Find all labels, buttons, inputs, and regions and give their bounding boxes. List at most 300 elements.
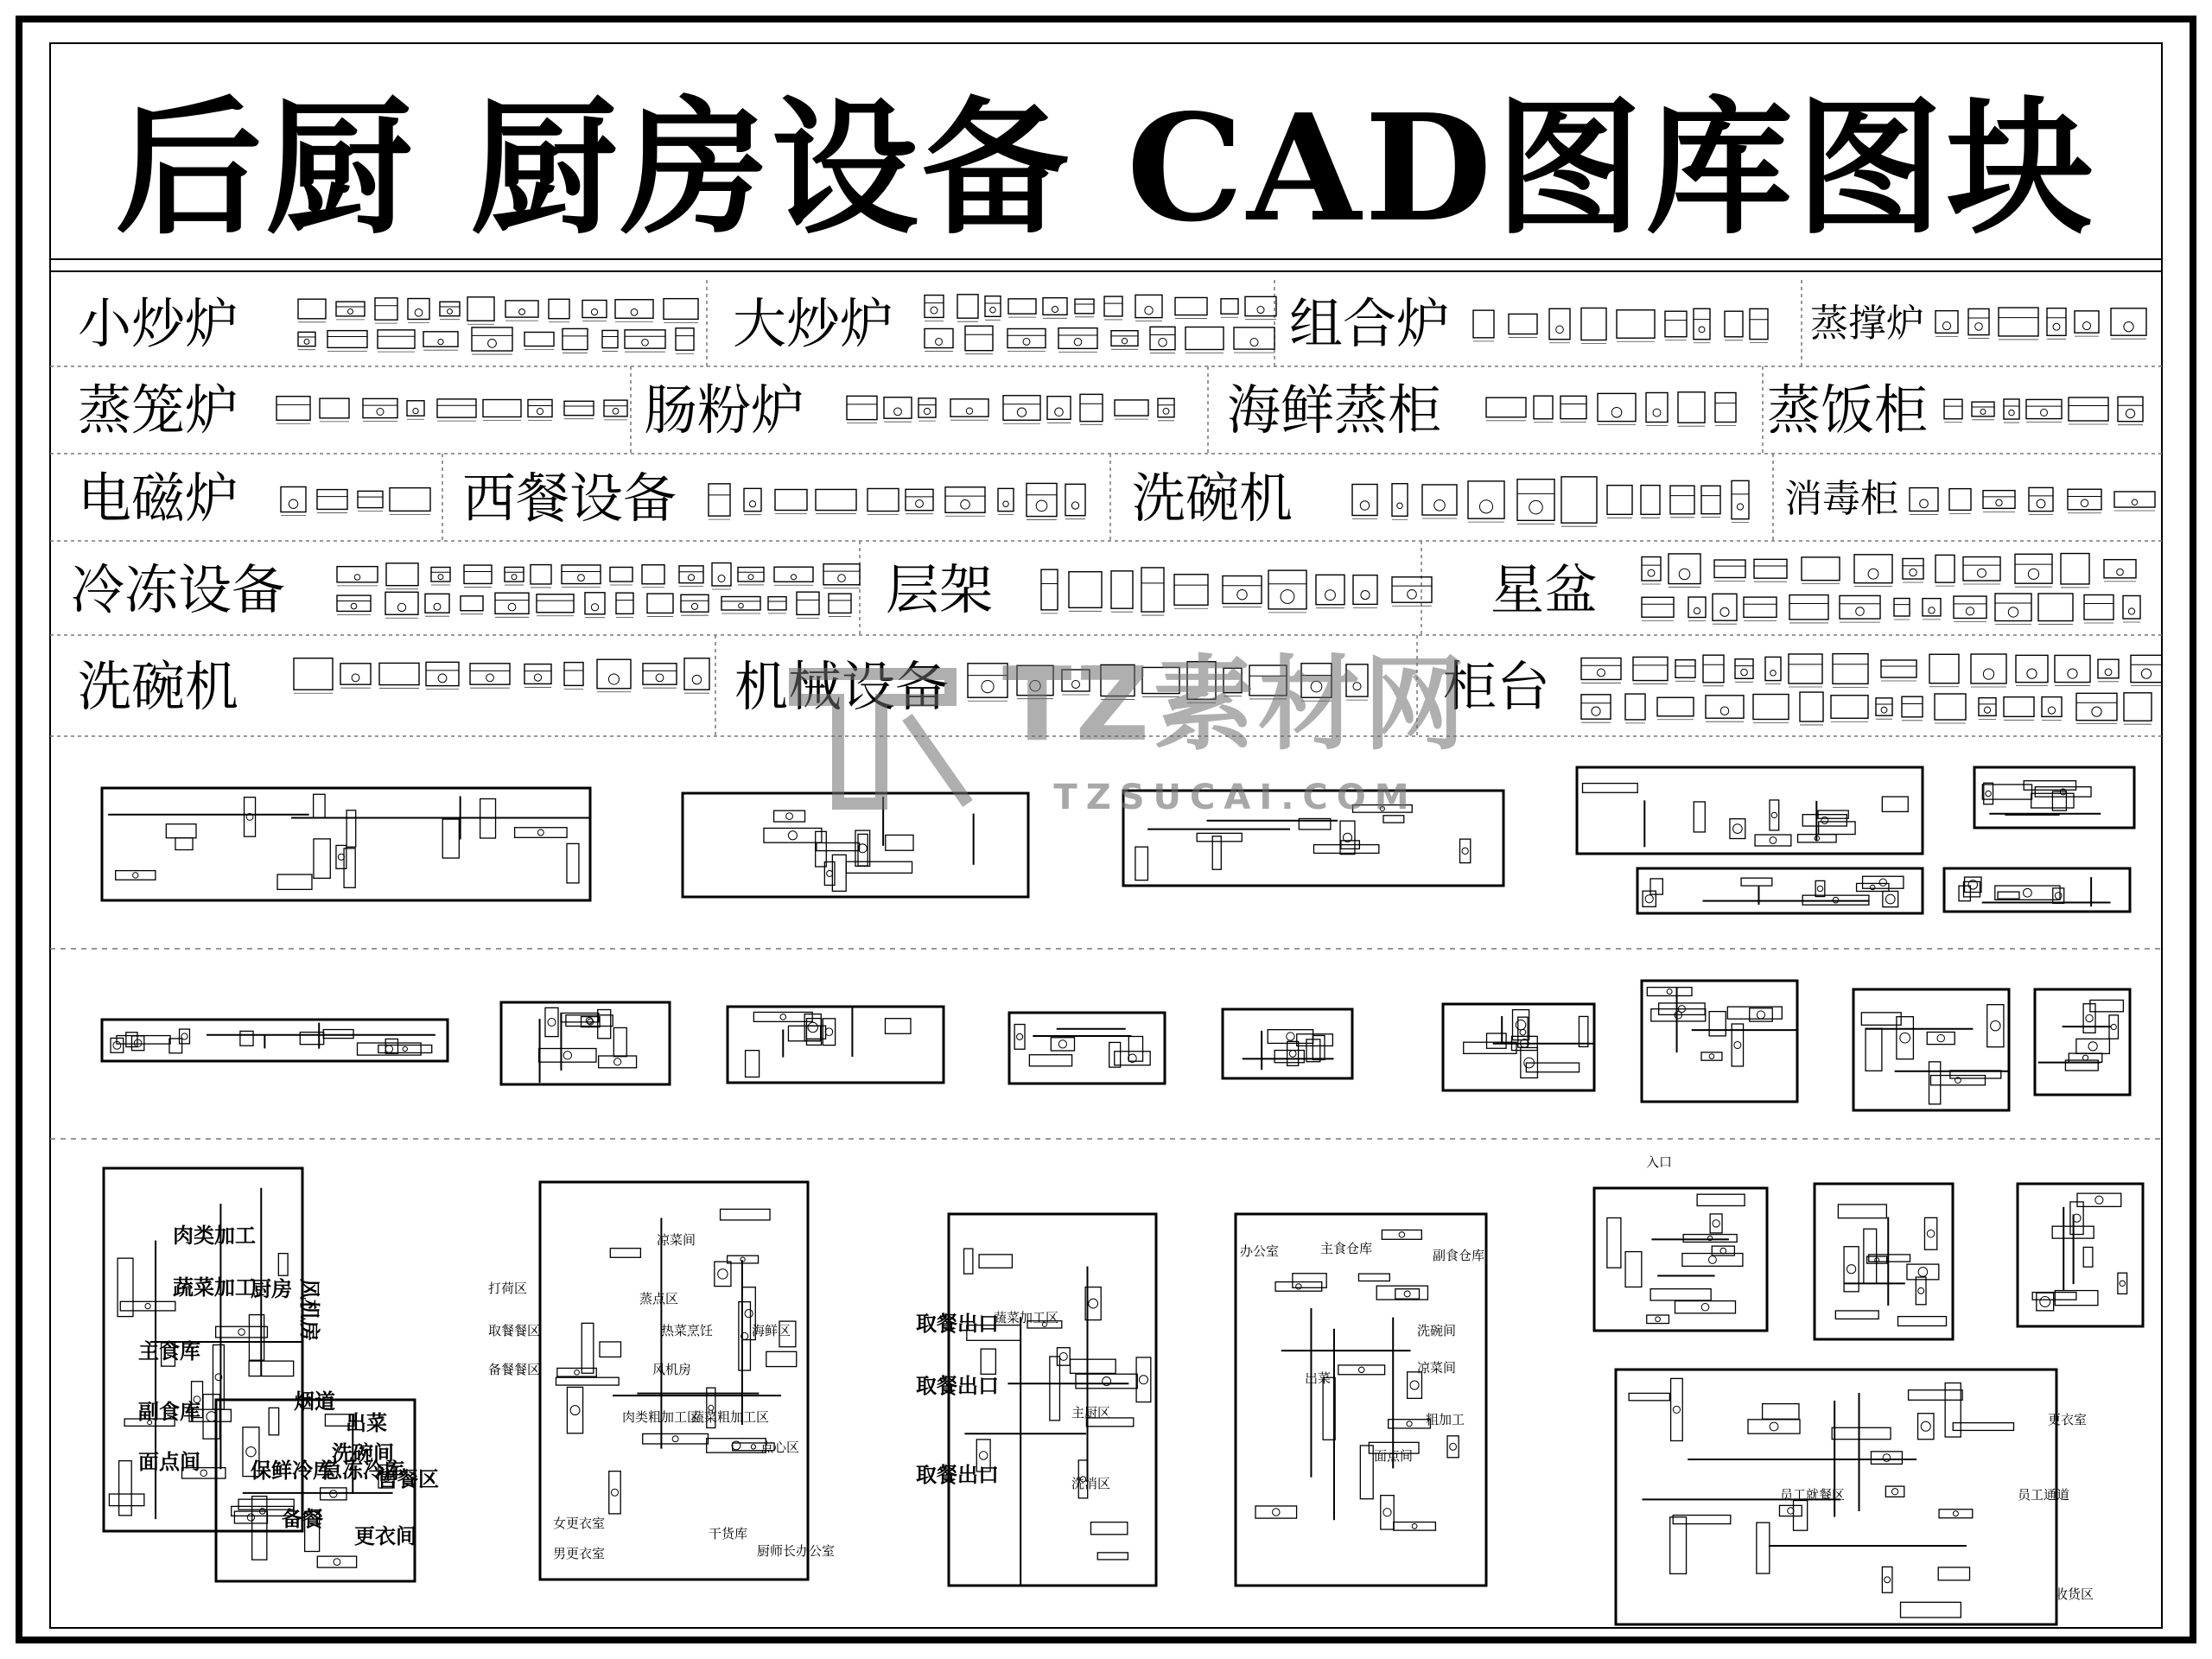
plan-label: 取餐餐区 [488,1323,541,1338]
equipment-block-icon [1221,299,1238,318]
equipment-block-icon [562,565,601,588]
equipment-block-icon [281,486,306,515]
watermark-brand: TZ素材网 [1001,645,1470,764]
equipment-block-icon [1765,657,1781,683]
equipment-block-icon [1935,694,1966,723]
equipment-block-icon [379,663,419,688]
equipment-block-icon [925,328,953,351]
equipment-block-icon [721,597,760,613]
equipment-block-icon [1703,655,1724,686]
equipment-block-icon [625,330,665,352]
equipment-block-icon [1971,654,2006,687]
equipment-block-icon [1581,658,1621,683]
category-label: 蒸饭柜 [1767,378,1929,442]
plan-label: 粗加工 [1426,1412,1465,1427]
equipment-block-icon [642,565,664,588]
equipment-block-icon [1174,575,1208,608]
equipment-block-icon [1353,575,1377,608]
equipment-block-icon [1789,654,1822,687]
equipment-block-icon [1995,594,2031,625]
equipment-block-icon [957,295,978,321]
equipment-block-icon [1669,554,1700,588]
equipment-block-icon [615,300,653,322]
equipment-block-icon [531,565,551,588]
equipment-block-icon [1902,696,1923,721]
kitchen-floor-plan [501,1002,670,1084]
plan-label: 出菜 [1305,1370,1332,1386]
plan-label: 洗碗间 [332,1441,394,1465]
plan-label: 打荷区 [488,1281,528,1296]
equipment-block-icon [276,397,310,424]
equipment-block-icon [408,299,429,323]
kitchen-floor-plan [1236,1214,1486,1586]
plan-label: 主厨区 [1071,1405,1111,1421]
equipment-block-icon [1678,392,1705,426]
equipment-block-icon [1657,697,1694,720]
inner-border [50,43,2162,1628]
equipment-block-icon [1223,576,1262,607]
equipment-block-icon [1065,484,1085,518]
equipment-block-icon [684,658,709,693]
equipment-block-icon [564,663,583,690]
equipment-block-icon [1831,696,1868,721]
equipment-block-icon [2004,399,2019,423]
kitchen-floor-plan [1815,1184,1953,1339]
equipment-block-icon [2076,693,2117,723]
plan-label: 取餐出口 [916,1374,999,1398]
equipment-block-icon [337,595,371,614]
equipment-block-icon [2026,399,2062,422]
equipment-block-icon [1008,299,1036,317]
category-label: 洗碗机 [78,655,239,718]
equipment-block-icon [1003,396,1040,424]
equipment-block-icon [426,662,459,689]
kitchen-floor-plan [2018,1184,2143,1326]
equipment-block-icon [2015,554,2052,587]
equipment-block-icon [1581,695,1611,722]
equipment-block-icon [2004,697,2034,721]
plan-label: 保鲜冷库 [251,1459,334,1483]
plan-label: 办公室 [1240,1243,1280,1259]
equipment-block-icon [1075,299,1094,317]
equipment-block-icon [2124,693,2152,724]
equipment-block-icon [925,296,944,321]
plan-label: 点心区 [760,1440,800,1455]
equipment-block-icon [906,489,933,513]
equipment-block-icon [1625,694,1645,723]
plan-label: 厨房 [251,1277,292,1301]
equipment-block-icon [495,593,529,617]
equipment-block-icon [298,299,326,322]
plan-label: 取餐出口 [916,1312,999,1336]
equipment-block-icon [1080,394,1103,424]
equipment-block-icon [1802,557,1840,584]
equipment-block-icon [464,565,492,587]
equipment-block-icon [1753,695,1789,723]
equipment-block-icon [823,564,860,588]
category-label: 机械设备 [734,655,950,718]
equipment-block-icon [1561,477,1597,526]
plan-label: 蔬菜加工区 [994,1310,1059,1325]
equipment-block-icon [378,330,415,352]
equipment-block-icon [1903,558,1923,582]
equipment-block-icon [676,328,694,353]
equipment-block-icon [1642,597,1674,620]
equipment-block-icon [1041,569,1058,613]
plan-label: 备餐 [282,1507,323,1531]
plan-label: 出菜 [346,1411,387,1435]
equipment-block-icon [2068,489,2101,513]
equipment-block-icon [1715,393,1736,426]
plan-label: 副食库 [138,1400,200,1424]
equipment-block-icon [1894,599,1910,620]
equipment-block-icon [1999,308,2038,340]
equipment-block-icon [1633,657,1668,683]
plan-label: 风机房 [652,1362,692,1377]
plan-label: 风机房 [297,1279,321,1341]
plan-label: 备餐餐区 [488,1362,541,1377]
equipment-block-icon [1150,327,1175,353]
category-label: 冷冻设备 [71,558,286,621]
equipment-block-icon [2061,554,2089,588]
equipment-block-icon [712,563,731,589]
plan-label: 蔬菜粗加工区 [691,1409,770,1425]
equipment-block-icon [679,566,703,587]
equipment-block-icon [524,332,554,349]
plan-label: 更衣间 [354,1524,416,1548]
equipment-block-icon [336,302,365,320]
equipment-block-icon [1665,311,1687,340]
equipment-block-icon [1234,327,1274,353]
equipment-block-icon [1688,597,1706,620]
equipment-block-icon [1158,398,1174,421]
equipment-block-icon [524,664,551,688]
kitchen-floor-plan [1637,868,1923,913]
equipment-block-icon [2131,655,2162,685]
equipment-block-icon [616,593,633,617]
category-label: 西餐设备 [462,467,677,530]
equipment-block-icon [664,299,698,323]
equipment-block-icon [1642,557,1661,584]
kitchen-floor-plan [1443,1004,1594,1090]
equipment-block-icon [320,398,349,422]
plan-label: 面点间 [138,1450,200,1474]
equipment-block-icon [505,301,538,321]
equipment-block-icon [537,594,574,616]
equipment-block-icon [585,593,605,618]
equipment-block-icon [1714,560,1745,581]
equipment-block-icon [1422,485,1457,518]
kitchen-floor-plan [102,788,590,900]
equipment-block-icon [1968,308,1989,338]
plan-label: 更衣室 [2048,1412,2088,1427]
equipment-block-icon [1706,696,1744,721]
equipment-block-icon [1007,328,1046,351]
page-title: 后厨 厨房设备 CAD图库图块 [115,81,2097,255]
equipment-block-icon [1581,308,1606,343]
equipment-block-icon [2075,311,2099,336]
watermark-logo-icon [778,639,985,812]
plan-label: 凉菜间 [657,1232,696,1248]
equipment-block-icon [774,567,813,585]
equipment-block-icon [1675,660,1695,682]
equipment-block-icon [1929,654,1959,686]
equipment-block-icon [2029,487,2053,514]
plan-label: 收货区 [2055,1586,2094,1602]
equipment-block-icon [528,400,552,421]
equipment-block-icon [505,567,524,585]
equipment-block-icon [2038,594,2073,625]
equipment-block-icon [1949,489,1971,514]
equipment-block-icon [1701,486,1720,517]
plan-label: 男更衣室 [553,1546,606,1561]
equipment-block-icon [327,331,367,352]
equipment-block-icon [829,594,851,616]
plan-label: 面点间 [1374,1448,1414,1464]
equipment-block-icon [467,297,494,324]
equipment-block-icon [390,488,430,515]
equipment-block-icon [363,398,397,421]
equipment-block-icon [1392,577,1432,606]
equipment-block-icon [1881,660,1916,681]
equipment-block-icon [1963,557,2000,584]
equipment-block-icon [317,490,347,513]
equipment-block-icon [358,491,383,511]
plan-label: 取餐出口 [916,1463,999,1487]
plan-label: 急冻冷库 [321,1459,404,1483]
equipment-block-icon [1185,327,1224,353]
equipment-block-icon [1517,480,1554,524]
equipment-block-icon [1750,308,1768,342]
equipment-block-icon [437,399,476,421]
equipment-block-icon [1754,559,1787,582]
watermark-url: TZSUCAI.COM [1053,778,1418,817]
equipment-block-icon [375,298,397,323]
equipment-block-icon [1641,486,1660,518]
equipment-block-icon [1549,308,1570,342]
equipment-block-icon [1486,397,1526,421]
equipment-block-icon [965,326,993,353]
kitchen-floor-plan [102,1020,448,1061]
equipment-block-icon [1694,308,1710,342]
equipment-block-icon [407,401,424,419]
kitchen-floor-plan [1594,1188,1767,1331]
equipment-block-icon [1534,396,1553,423]
equipment-block-icon [1944,399,1962,423]
equipment-block-icon [1316,575,1344,607]
kitchen-floor-plan [728,1007,944,1083]
equipment-block-icon [483,400,521,421]
equipment-block-icon [1954,596,1986,621]
kitchen-floor-plan [1577,767,1923,854]
equipment-block-icon [1058,328,1097,353]
kitchen-floor-plan [1853,989,2009,1110]
equipment-block-icon [768,597,786,613]
equipment-block-icon [709,484,730,519]
equipment-block-icon [1268,570,1306,613]
plan-label: 员工通道 [2018,1487,2070,1503]
category-label: 洗碗机 [1132,467,1294,530]
plan-label: 主食库 [138,1339,200,1363]
equipment-block-icon [2123,595,2140,622]
equipment-block-icon [1876,698,1892,719]
equipment-block-icon [1111,331,1138,350]
plan-label: 主食仓库 [1320,1241,1373,1256]
kitchen-floor-plan [1944,868,2130,912]
equipment-block-icon [597,659,631,692]
plan-label: 热菜烹饪 [661,1323,714,1338]
equipment-block-icon [738,568,764,585]
plan-label: 洗碗间 [1417,1323,1457,1338]
equipment-block-icon [2042,697,2062,721]
equipment-block-icon [998,488,1014,514]
equipment-block-icon [1509,314,1537,337]
equipment-block-icon [423,332,458,350]
equipment-block-icon [1175,297,1207,318]
category-label: 组合炉 [1289,292,1451,355]
equipment-block-icon [1027,483,1057,519]
equipment-block-icon [1840,595,1880,622]
plan-label: 员工就餐区 [1780,1487,1846,1503]
equipment-block-icon [1135,295,1162,321]
category-label: 电磁炉 [78,467,239,530]
equipment-block-icon [461,596,483,614]
plan-label: 肉类粗加工区 [622,1409,701,1425]
equipment-block-icon [1473,310,1494,341]
plan-label: 厨师长办公室 [757,1543,836,1559]
equipment-block-icon [1646,392,1668,425]
equipment-block-icon [385,592,418,618]
equipment-block-icon [610,567,632,585]
equipment-block-icon [298,332,315,349]
equipment-block-icon [1607,486,1632,518]
category-label: 小炒炉 [78,292,239,355]
equipment-block-icon [563,328,588,353]
equipment-block-icon [2084,594,2113,623]
category-label: 肠粉炉 [644,378,805,442]
category-label: 大炒炉 [733,292,894,355]
kitchen-floor-plan [1974,767,2134,828]
equipment-block-icon [1854,555,1892,587]
plan-label: 蒸点区 [639,1291,679,1306]
equipment-block-icon [2098,659,2119,682]
category-label: 层架 [886,558,994,621]
plan-label: 洗消区 [1071,1476,1111,1491]
equipment-block-icon [1983,491,2015,512]
equipment-block-icon [440,302,460,319]
category-label: 蒸撑炉 [1810,302,1924,346]
equipment-block-icon [2016,655,2048,685]
plan-label: 售餐区 [377,1467,439,1491]
equipment-block-icon [1617,310,1655,341]
equipment-block-icon [470,664,510,688]
entrance-label: 入口 [1646,1154,1673,1170]
equipment-block-icon [1910,488,1938,515]
kitchen-floor-plan [1223,1009,1352,1078]
equipment-block-icon [1047,397,1071,423]
category-label: 柜台 [1443,655,1551,718]
equipment-block-icon [681,594,709,615]
equipment-block-icon [775,490,807,514]
watermark [994,622,1478,817]
equipment-block-icon [847,396,877,423]
equipment-block-icon [1392,484,1408,520]
equipment-block-icon [431,568,450,585]
equipment-block-icon [1732,480,1749,522]
category-label: 蒸笼炉 [78,378,239,442]
equipment-block-icon [1725,311,1743,340]
plan-label: 烟道 [294,1389,335,1414]
category-label: 海鲜蒸柜 [1227,378,1442,442]
equipment-block-icon [1789,595,1828,623]
plan-label: 凉菜间 [1417,1360,1457,1376]
plan-label: 副食仓库 [1433,1248,1485,1263]
equipment-block-icon [472,327,512,354]
equipment-block-icon [1104,296,1122,320]
equipment-block-icon [1800,692,1823,725]
equipment-block-icon [1936,311,1958,337]
equipment-block-icon [1111,571,1133,612]
equipment-block-icon [1923,599,1941,620]
equipment-block-icon [2111,308,2146,339]
equipment-block-icon [647,594,673,616]
equipment-block-icon [1069,572,1102,612]
plan-label: 女更衣室 [553,1516,606,1531]
equipment-block-icon [884,397,912,422]
equipment-block-icon [918,398,936,421]
plan-label: 肉类加工 [173,1224,256,1248]
equipment-block-icon [1352,484,1377,518]
equipment-block-icon [1936,555,1955,586]
equipment-block-icon [950,399,988,420]
equipment-block-icon [2104,560,2136,582]
equipment-block-icon [2114,492,2155,511]
equipment-block-icon [337,567,378,586]
equipment-block-icon [604,400,627,420]
equipment-block-icon [2118,397,2143,424]
equipment-block-icon [602,330,618,351]
equipment-block-icon [1735,659,1753,683]
kitchen-floor-plan [949,1214,1156,1586]
equipment-block-icon [1141,568,1164,615]
equipment-block-icon [643,664,677,688]
kitchen-floor-plan [2035,989,2130,1095]
equipment-block-icon [744,488,761,514]
equipment-block-icon [386,563,418,589]
equipment-block-icon [1979,698,1996,720]
equipment-block-icon [816,489,856,513]
equipment-block-icon [340,664,371,688]
equipment-block-icon [425,594,449,616]
equipment-block-icon [2047,308,2066,340]
equipment-block-icon [1972,402,1994,420]
category-label: 星盆 [1491,558,1599,621]
kitchen-floor-plan [1642,981,1797,1102]
plan-label: 海鲜区 [752,1323,791,1338]
equipment-block-icon [1043,298,1067,319]
equipment-block-icon [1833,654,1868,688]
plan-label: 蔬菜加工 [173,1275,256,1300]
equipment-block-icon [1468,481,1504,522]
equipment-block-icon [1670,486,1694,518]
kitchen-floor-plan [1009,1013,1165,1084]
equipment-block-icon [1598,393,1636,424]
equipment-block-icon [1713,594,1737,624]
plan-label: 干货库 [709,1526,748,1541]
outer-border [19,19,2193,1640]
equipment-block-icon [1744,597,1777,620]
equipment-block-icon [797,592,819,618]
